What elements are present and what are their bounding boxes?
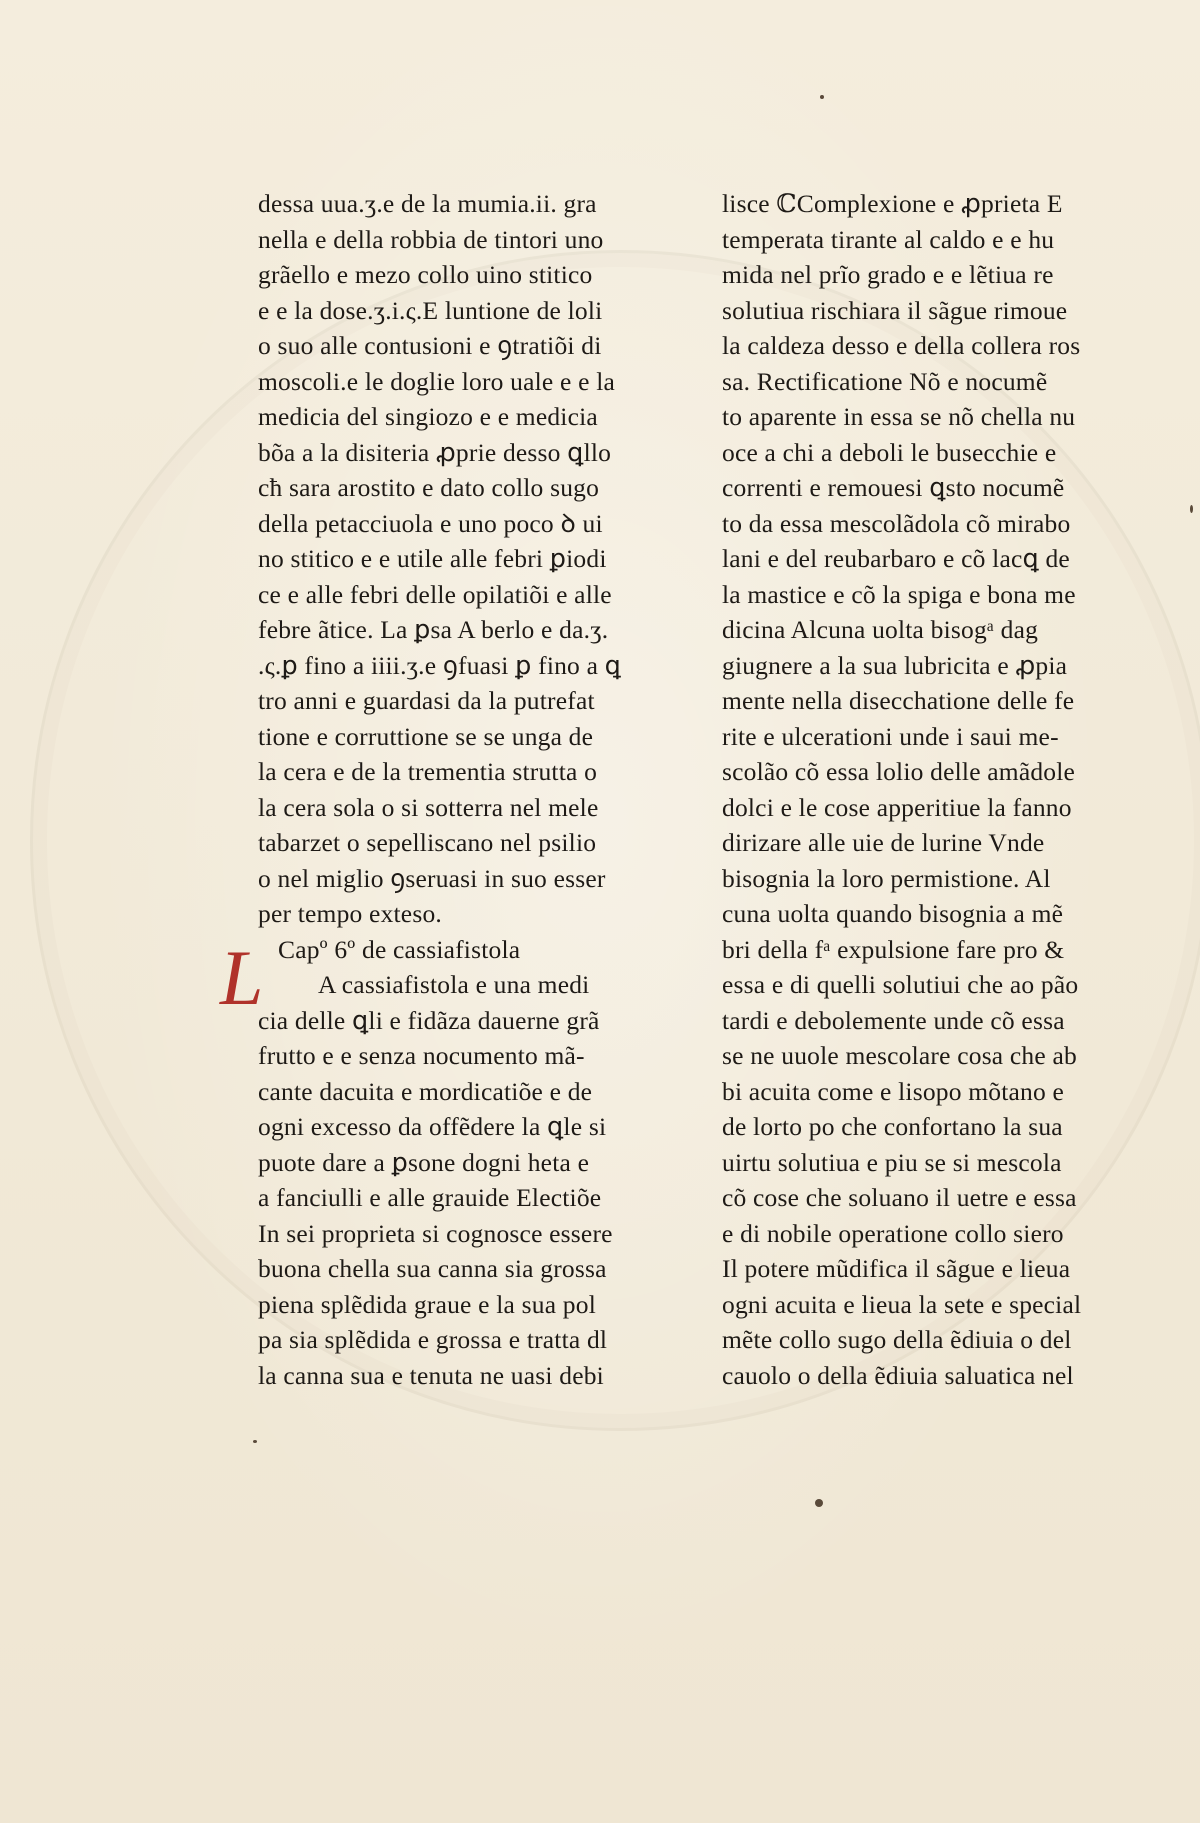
right-text-line: bri della fᵃ expulsione fare pro &: [722, 934, 1065, 964]
left-text-line: ce e alle febri delle opilatiõi e alle: [258, 579, 612, 609]
left-text-line: cħ sara arostito e dato collo sugo: [258, 473, 600, 502]
left-text-line: nella e della robbia de tintori uno: [258, 224, 604, 254]
left-text-line: frutto e e senza nocumento mã-: [258, 1041, 585, 1070]
left-text-line: tione e corruttione se se unga de: [258, 721, 594, 751]
right-text-line: to aparente in essa se nõ chella nu: [722, 402, 1076, 431]
right-text-line: tardi e debolemente unde cõ essa: [722, 1005, 1065, 1035]
right-text-line: cuna uolta quando bisognia a mẽ: [722, 899, 1064, 928]
left-text-line: In sei proprieta si cognosce essere: [258, 1218, 613, 1248]
left-text-line: cante dacuita e mordicatiõe e de: [258, 1076, 593, 1106]
right-text-line: uirtu solutiua e piu se si mescola: [722, 1147, 1062, 1177]
left-text-line: piena splẽdida graue e la sua pol: [258, 1289, 596, 1319]
right-text-column: [722, 186, 1132, 1393]
right-text-line: dolci e le cose apperitiue la fanno: [722, 792, 1072, 822]
right-text-line: mida nel prĩo grado e e lẽtiua re: [722, 260, 1054, 289]
red-dropcap-initial: L: [220, 933, 264, 1021]
left-text-line: moscoli.e le doglie loro uale e e la: [258, 366, 615, 396]
right-text-line: mente nella disecchatione delle fe: [722, 686, 1075, 715]
left-text-line: bõa a la disiteria ꝓprie desso ꝗllo: [258, 437, 612, 467]
right-text-line: lani e del reubarbaro e cõ lacꝗ de: [722, 544, 1070, 573]
right-text-line: rite e ulcerationi unde i saui me-: [722, 721, 1059, 751]
right-text-line: scolão cõ essa lolio delle amãdole: [722, 757, 1076, 786]
left-text-line: dessa uua.ʒ.e de la mumia.ii. gra: [258, 189, 597, 218]
paper-speck: [1190, 505, 1193, 513]
left-text-line: no stitico e e utile alle febri ꝑiodi: [258, 544, 607, 573]
left-text-line: a fanciulli e alle grauide Electiõe: [258, 1183, 602, 1212]
left-text-line: e e la dose.ʒ.i.ς.E luntione de loli: [258, 295, 603, 325]
left-text-line: .ς.ꝑ fino a iiii.ʒ.e ꝯfuasi ꝑ fino a ꝗ: [258, 650, 622, 680]
left-text-line: la cera e de la trementia strutta o: [258, 757, 598, 786]
right-text-line: to da essa mescolãdola cõ mirabo: [722, 508, 1071, 538]
right-text-line: cauolo o della ẽdiuia saluatica nel: [722, 1360, 1074, 1390]
paper-speck: [820, 95, 824, 99]
left-text-line: buona chella sua canna sia grossa: [258, 1254, 607, 1283]
right-text-line: mẽte collo sugo della ẽdiuia o del: [722, 1325, 1072, 1354]
right-text-line: bi acuita come e lisopo mõtano e: [722, 1076, 1065, 1106]
left-text-line: tro anni e guardasi da la putrefat: [258, 686, 595, 715]
right-text-line: e di nobile operatione collo siero: [722, 1218, 1064, 1248]
right-text-line: sa. Rectificatione Nõ e nocumẽ: [722, 366, 1048, 396]
right-text-line: bisognia la loro permistione. Al: [722, 863, 1051, 893]
right-text-line: de lorto po che confortano la sua: [722, 1112, 1063, 1141]
left-text-line: puote dare a ꝑsone dogni heta e: [258, 1147, 590, 1177]
left-text-line: grãello e mezo collo uino stitico: [258, 260, 593, 289]
right-text-line: giugnere a la sua lubricita e ꝓpia: [722, 650, 1068, 680]
right-text-line: la mastice e cõ la spiga e bona me: [722, 579, 1076, 609]
left-text-line: medicia del singiozo e e medicia: [258, 402, 598, 431]
left-text-line: tabarzet o sepelliscano nel psilio: [258, 828, 597, 857]
left-text-line: ogni excesso da offẽdere la ꝗle si: [258, 1112, 607, 1141]
left-text-line: o suo alle contusioni e ꝯtratiõi di: [258, 331, 602, 360]
left-text-line: la cera sola o si sotterra nel mele: [258, 792, 599, 822]
right-text-line: solutiua rischiara il sãgue rimoue: [722, 295, 1068, 325]
left-text-line: febre ãtice. La ꝑsa A berlo e da.ʒ.: [258, 615, 609, 644]
right-text-line: temperata tirante al caldo e e hu: [722, 224, 1055, 254]
chapter-heading: L Capº 6º de cassiafistola: [220, 933, 521, 1021]
right-text-line: cõ cose che soluano il uetre e essa: [722, 1183, 1077, 1212]
left-text-line: la canna sua e tenuta ne uasi debi: [258, 1360, 604, 1390]
right-text-line: Il potere mũdifica il sãgue e lieua: [722, 1254, 1071, 1283]
right-text-line: dicina Alcuna uolta bisogᵃ dag: [722, 615, 1039, 644]
right-text-line: oce a chi a deboli le busecchie e: [722, 437, 1057, 467]
right-text-line: lisce ℂComplexione e ꝓprieta E: [722, 189, 1063, 218]
paper-speck: [253, 1440, 257, 1443]
right-text-line: correnti e remouesi ꝗsto nocumẽ: [722, 473, 1065, 502]
right-text-line: dirizare alle uie de lurine Vnde: [722, 828, 1045, 857]
right-text-line: la caldeza desso e della collera ros: [722, 331, 1081, 360]
left-text-column: [220, 186, 668, 1393]
left-text-line: o nel miglio ꝯseruasi in suo esser: [258, 863, 606, 893]
right-text-line: se ne uuole mescolare cosa che ab: [722, 1041, 1077, 1070]
left-text-line: per tempo exteso.: [258, 899, 442, 928]
left-text-line: pa sia splẽdida e grossa e tratta dl: [258, 1325, 608, 1354]
paper-speck: [815, 1499, 823, 1507]
left-text-line: della petacciuola e uno poco ꝺ ui: [258, 508, 603, 538]
right-text-line: ogni acuita e lieua la sete e special: [722, 1289, 1082, 1319]
left-text-line: cia delle ꝗli e fidãza dauerne grã: [258, 1005, 600, 1035]
right-text-line: essa e di quelli solutiui che ao pão: [722, 970, 1079, 999]
left-text-line: A cassiafistola e una medi: [318, 970, 590, 999]
